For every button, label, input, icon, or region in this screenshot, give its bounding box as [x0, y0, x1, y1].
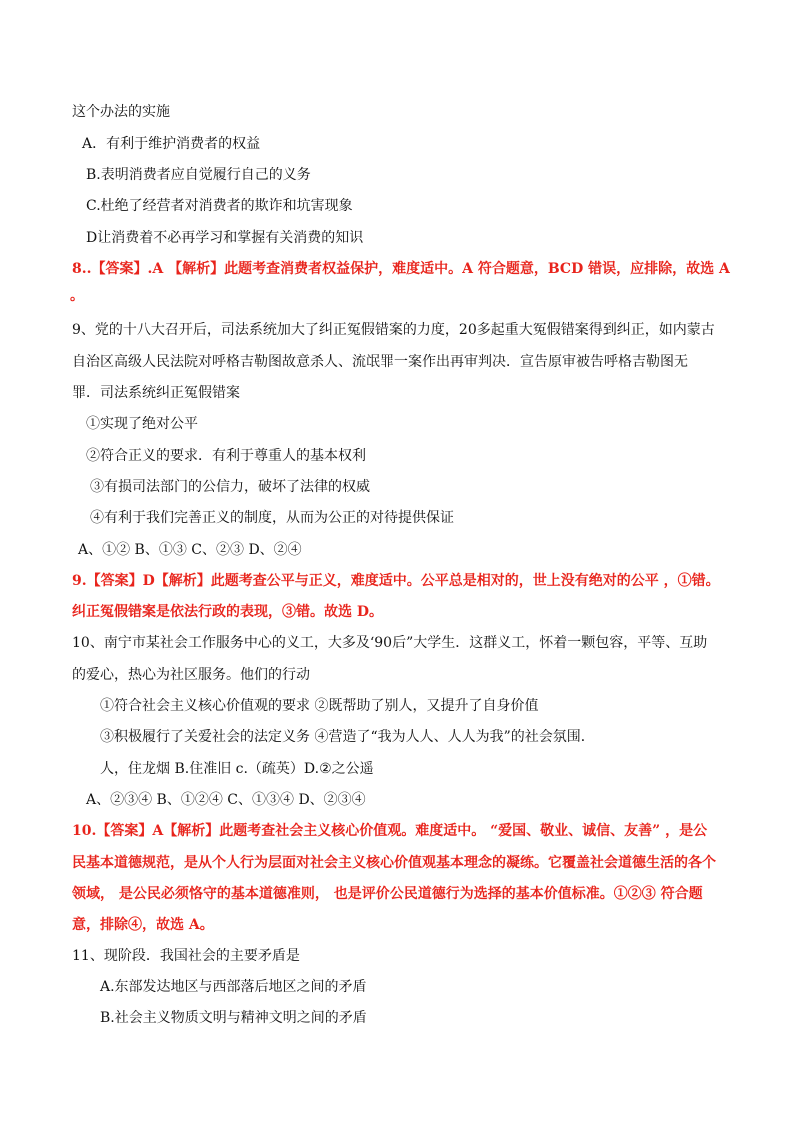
q11-option-b: B.社会主义物质文明与精神文明之间的矛盾	[100, 1010, 367, 1026]
q9-item-4: ④有利于我们完善正义的制度，从而为公正的对待提供保证	[90, 510, 454, 526]
q7-option-b: B.表明消费者应自觉履行自己的义务	[86, 167, 311, 183]
q10-items-3-4: ③积极履行了关爱社会的法定义务 ④营造了“我为人人、人人为我”的社会氛围．	[100, 729, 595, 745]
q10-answer-line1: 10.【答案】A【解析】此题考查社会主义核心价值观。难度适中。 “爱国、敬业、诚信、友善” ，是公	[72, 823, 708, 839]
q10-answer-line4: 意，排除④，故选 A。	[72, 917, 214, 933]
q9-answer-line1: 9.【答案】D【解析】此题考查公平与正义，难度适中。公平总是相对的，世上没有绝对的公平 ，①错。	[72, 573, 720, 589]
q10-options: A、②③④ B、①②④ C、①③④ D、②③④	[86, 792, 366, 808]
q11-stem: 11、现阶段．我国社会的主要矛盾是	[72, 948, 300, 964]
q10-answer-line2: 民基本道德规范，是从个人行为层面对社会主义核心价值观基本理念的凝练。它覆盖社会道德生活的各个	[72, 855, 716, 871]
q7-option-a: A．有利于维护消费者的权益	[82, 136, 261, 152]
q9-stem-line1: 9、党的十八大召开后，司法系统加大了纠正冤假错案的力度，20多起重大冤假错案得到纠正，如内蒙古	[72, 322, 715, 338]
q8-answer: 8..【答案】.A 【解析】此题考查消费者权益保护，难度适中。A 符合题意，BCD 错误，应排除，故选 A	[72, 261, 730, 277]
q9-item-2: ②符合正义的要求．有利于尊重人的基本权利	[86, 448, 366, 464]
q10-items-1-2: ①符合社会主义核心价值观的要求 ②既帮助了别人，又提升了自身价值	[100, 698, 539, 714]
q9-item-1: ①实现了绝对公平	[86, 416, 198, 432]
q11-option-a: A.东部发达地区与西部落后地区之间的矛盾	[100, 979, 367, 995]
q10-answer-line3: 领域， 是公民必须恪守的基本道德准则， 也是评价公民道德行为选择的基本价值标准。①②③ 符合题	[72, 886, 703, 902]
q9-stem-line2: 自治区高级人民法院对呼格吉勒图故意杀人、流氓罪一案作出再审判决．宣告原审被告呼格吉勒图无	[72, 354, 688, 370]
q7-option-c: C.杜绝了经营者对消费者的欺诈和坑害现象	[86, 198, 353, 214]
q9-item-3: ③有损司法部门的公信力，破坏了法律的权威	[90, 479, 370, 495]
q7-stem-tail: 这个办法的实施	[72, 104, 170, 120]
q7-option-d: D让消费着不必再学习和掌握有关消费的知识	[86, 230, 364, 246]
q10-stem-line1: 10、南宁市某社会工作服务中心的义工，大多及‘90后”大学生．这群义工，怀着一颗包容，平等、互助	[72, 635, 708, 651]
q10-stem-line2: 的爱心，热心为社区服务。他们的行动	[72, 667, 310, 683]
q10-garbled-line: 人，住龙烟 B.住准旧 c.（疏英）D.②之公遥	[100, 761, 374, 777]
q9-options: A、①② B、①③ C、②③ D、②④	[78, 542, 302, 558]
q9-stem-line3: 罪．司法系统纠正冤假错案	[72, 385, 240, 401]
q8-answer-tail: 。	[70, 288, 84, 304]
q9-answer-line2: 纠正冤假错案是依法行政的表现，③错。故选 D。	[72, 604, 384, 620]
